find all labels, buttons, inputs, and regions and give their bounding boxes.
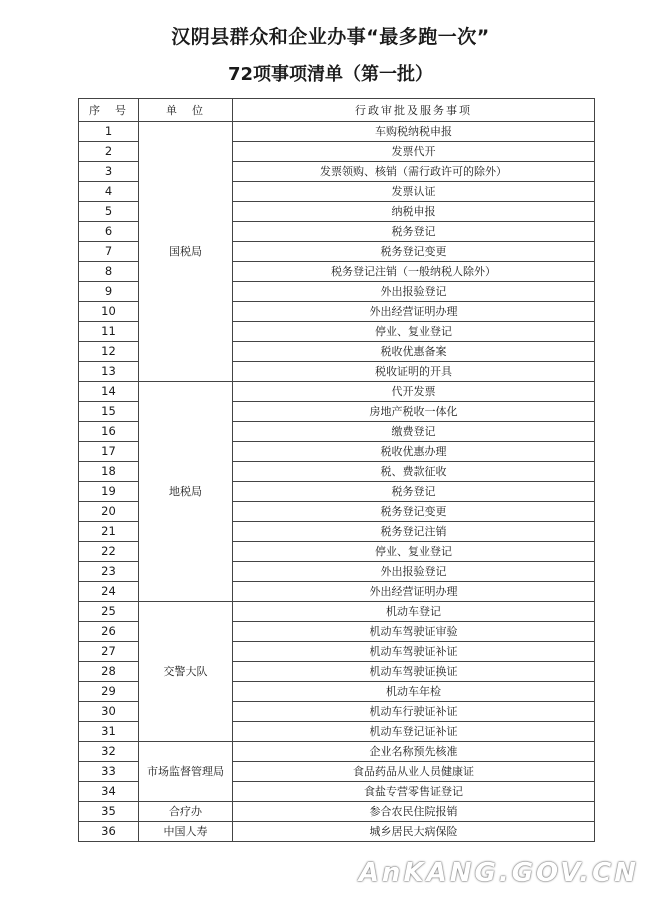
- row-number: 13: [79, 362, 139, 382]
- unit-cell: 地税局: [139, 382, 233, 602]
- service-item: 机动车行驶证补证: [233, 702, 595, 722]
- table-row: [79, 382, 595, 402]
- row-number: 33: [79, 762, 139, 782]
- row-number: 12: [79, 342, 139, 362]
- service-item: 食品药品从业人员健康证: [233, 762, 595, 782]
- service-item: 税务登记: [233, 482, 595, 502]
- service-item: 房地产税收一体化: [233, 402, 595, 422]
- row-number: 7: [79, 242, 139, 262]
- row-number: 30: [79, 702, 139, 722]
- row-number: 17: [79, 442, 139, 462]
- table-body: [79, 122, 595, 842]
- row-number: 5: [79, 202, 139, 222]
- service-item: 税、费款征收: [233, 462, 595, 482]
- row-number: 29: [79, 682, 139, 702]
- service-item: 机动车驾驶证审验: [233, 622, 595, 642]
- service-item: 外出经营证明办理: [233, 302, 595, 322]
- service-item: 税务登记注销: [233, 522, 595, 542]
- service-item: 发票认证: [233, 182, 595, 202]
- row-number: 18: [79, 462, 139, 482]
- service-item: 车购税纳税申报: [233, 122, 595, 142]
- unit-cell: 中国人寿: [139, 822, 233, 842]
- row-number: 36: [79, 822, 139, 842]
- row-number: 32: [79, 742, 139, 762]
- service-item: 机动车驾驶证换证: [233, 662, 595, 682]
- service-item: 税务登记: [233, 222, 595, 242]
- table-row: [79, 822, 595, 842]
- header-unit: 单 位: [139, 99, 233, 122]
- service-item: 机动车登记: [233, 602, 595, 622]
- row-number: 31: [79, 722, 139, 742]
- table-row: [79, 122, 595, 142]
- service-item: 停业、复业登记: [233, 542, 595, 562]
- unit-cell: 交警大队: [139, 602, 233, 742]
- service-item: 城乡居民大病保险: [233, 822, 595, 842]
- service-item: 外出报验登记: [233, 282, 595, 302]
- row-number: 21: [79, 522, 139, 542]
- row-number: 14: [79, 382, 139, 402]
- row-number: 23: [79, 562, 139, 582]
- service-item: 缴费登记: [233, 422, 595, 442]
- service-item: 税务登记变更: [233, 502, 595, 522]
- service-item: 机动车登记证补证: [233, 722, 595, 742]
- service-item: 税收优惠办理: [233, 442, 595, 462]
- row-number: 6: [79, 222, 139, 242]
- table-row: [79, 602, 595, 622]
- row-number: 35: [79, 802, 139, 822]
- service-item: 停业、复业登记: [233, 322, 595, 342]
- row-number: 24: [79, 582, 139, 602]
- row-number: 16: [79, 422, 139, 442]
- service-item: 机动车年检: [233, 682, 595, 702]
- row-number: 26: [79, 622, 139, 642]
- service-item: 发票领购、核销（需行政许可的除外）: [233, 162, 595, 182]
- header-num: 序 号: [79, 99, 139, 122]
- unit-cell: 国税局: [139, 122, 233, 382]
- header-item: 行政审批及服务事项: [233, 99, 595, 122]
- row-number: 20: [79, 502, 139, 522]
- row-number: 1: [79, 122, 139, 142]
- row-number: 27: [79, 642, 139, 662]
- service-item: 参合农民住院报销: [233, 802, 595, 822]
- row-number: 3: [79, 162, 139, 182]
- row-number: 25: [79, 602, 139, 622]
- service-item: 税务登记变更: [233, 242, 595, 262]
- service-item: 税收证明的开具: [233, 362, 595, 382]
- service-item: 企业名称预先核准: [233, 742, 595, 762]
- item-list-table: [78, 98, 595, 842]
- site-watermark: AnKANG.GOV.CN: [358, 858, 639, 888]
- row-number: 9: [79, 282, 139, 302]
- page-title: 汉阴县群众和企业办事“最多跑一次”: [171, 26, 490, 48]
- service-item: 食盐专营零售证登记: [233, 782, 595, 802]
- row-number: 28: [79, 662, 139, 682]
- unit-cell: 市场监督管理局: [139, 742, 233, 802]
- service-item: 外出经营证明办理: [233, 582, 595, 602]
- row-number: 22: [79, 542, 139, 562]
- row-number: 19: [79, 482, 139, 502]
- service-item: 税务登记注销（一般纳税人除外）: [233, 262, 595, 282]
- page-subtitle: 72项事项清单（第一批）: [227, 64, 434, 85]
- table-header-row: [79, 99, 595, 122]
- row-number: 15: [79, 402, 139, 422]
- service-item: 纳税申报: [233, 202, 595, 222]
- service-item: 税收优惠备案: [233, 342, 595, 362]
- table-row: [79, 742, 595, 762]
- service-item: 发票代开: [233, 142, 595, 162]
- unit-cell: 合疗办: [139, 802, 233, 822]
- row-number: 10: [79, 302, 139, 322]
- service-item: 外出报验登记: [233, 562, 595, 582]
- row-number: 8: [79, 262, 139, 282]
- row-number: 2: [79, 142, 139, 162]
- row-number: 4: [79, 182, 139, 202]
- service-item: 机动车驾驶证补证: [233, 642, 595, 662]
- service-item: 代开发票: [233, 382, 595, 402]
- row-number: 11: [79, 322, 139, 342]
- row-number: 34: [79, 782, 139, 802]
- table-row: [79, 802, 595, 822]
